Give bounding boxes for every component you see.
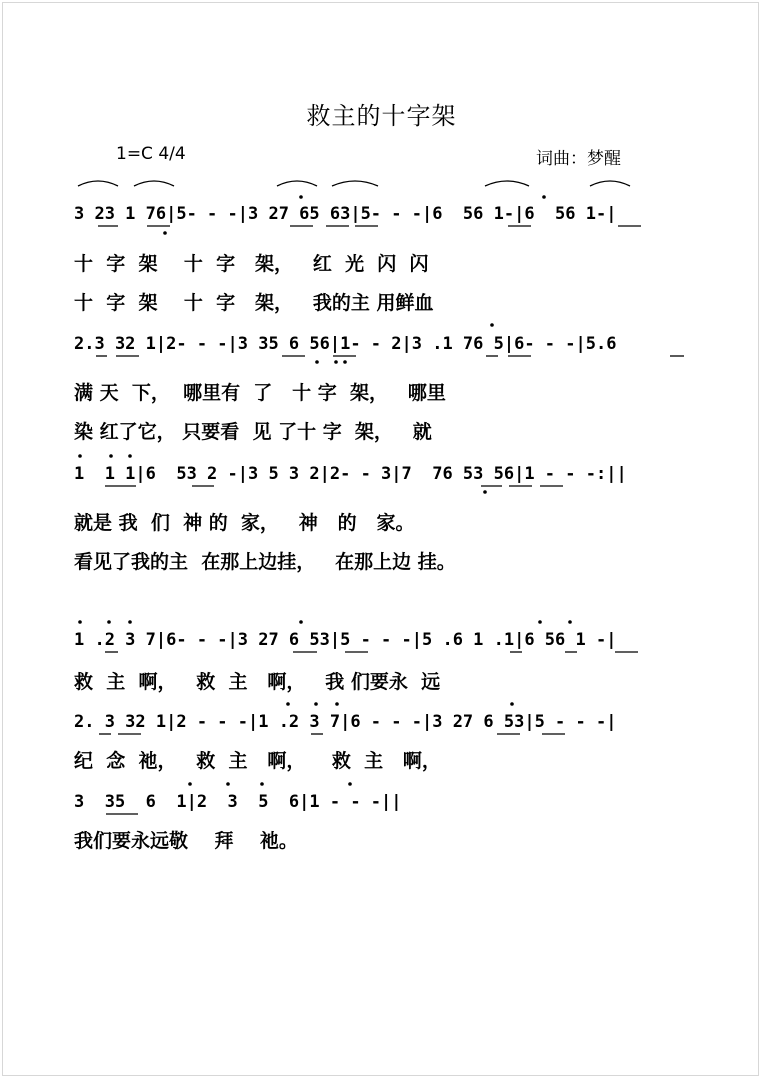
lyric-row-1a: 十 字 架 十 字 架， 红 光 闪 闪 xyxy=(74,253,429,275)
score-row-4: 1 .2 3 7|6- - -|3 27 6 53|5 - - -|5 .6 1 .1|6 56 1 -| xyxy=(74,630,617,650)
lyric-row-2b: 染 红了它， 只要看 见 了十 字 架， 就 xyxy=(74,421,432,443)
score-row-3: 1 1 1|6 53 2 -|3 5 3 2|2- - 3|7 76 53 56|1 - - -:|| xyxy=(74,464,627,484)
lyric-row-6: 我们要永远敬 拜 祂。 xyxy=(74,830,298,852)
lyric-row-2a: 满 天 下， 哪里有 了 十 字 架， 哪里 xyxy=(74,382,446,404)
score-row-6: 3 35 6 1|2 3 5 6|1 - - -|| xyxy=(74,792,402,812)
key-signature: 1=C 4/4 xyxy=(116,144,186,164)
score-row-1: 3 23 1 76|5- - -|3 27 65 63|5- - -|6 56 1-|6 56 1-| xyxy=(74,204,617,224)
song-title: 救主的十字架 xyxy=(306,102,457,130)
score-row-2: 2.3 32 1|2- - -|3 35 6 56|1- - 2|3 .1 76 5|6- - -|5.6 xyxy=(74,334,617,354)
lyric-row-5: 纪 念 祂， 救 主 啊， 救 主 啊， xyxy=(74,750,441,772)
credits: 词曲：梦醒 xyxy=(536,149,621,169)
lyric-row-3b: 看见了我的主 在那上边挂， 在那上边 挂。 xyxy=(74,551,456,573)
lyric-row-3a: 就是 我 们 神 的 家， 神 的 家。 xyxy=(74,512,415,534)
score-row-5: 2. 3 32 1|2 - - -|1 .2 3 7|6 - - -|3 27 6 53|5 - - -| xyxy=(74,712,617,732)
lyric-row-4: 救 主 啊， 救 主 啊， 我 们要永 远 xyxy=(74,671,441,693)
lyric-row-1b: 十 字 架 十 字 架， 我的主 用鲜血 xyxy=(74,292,434,314)
